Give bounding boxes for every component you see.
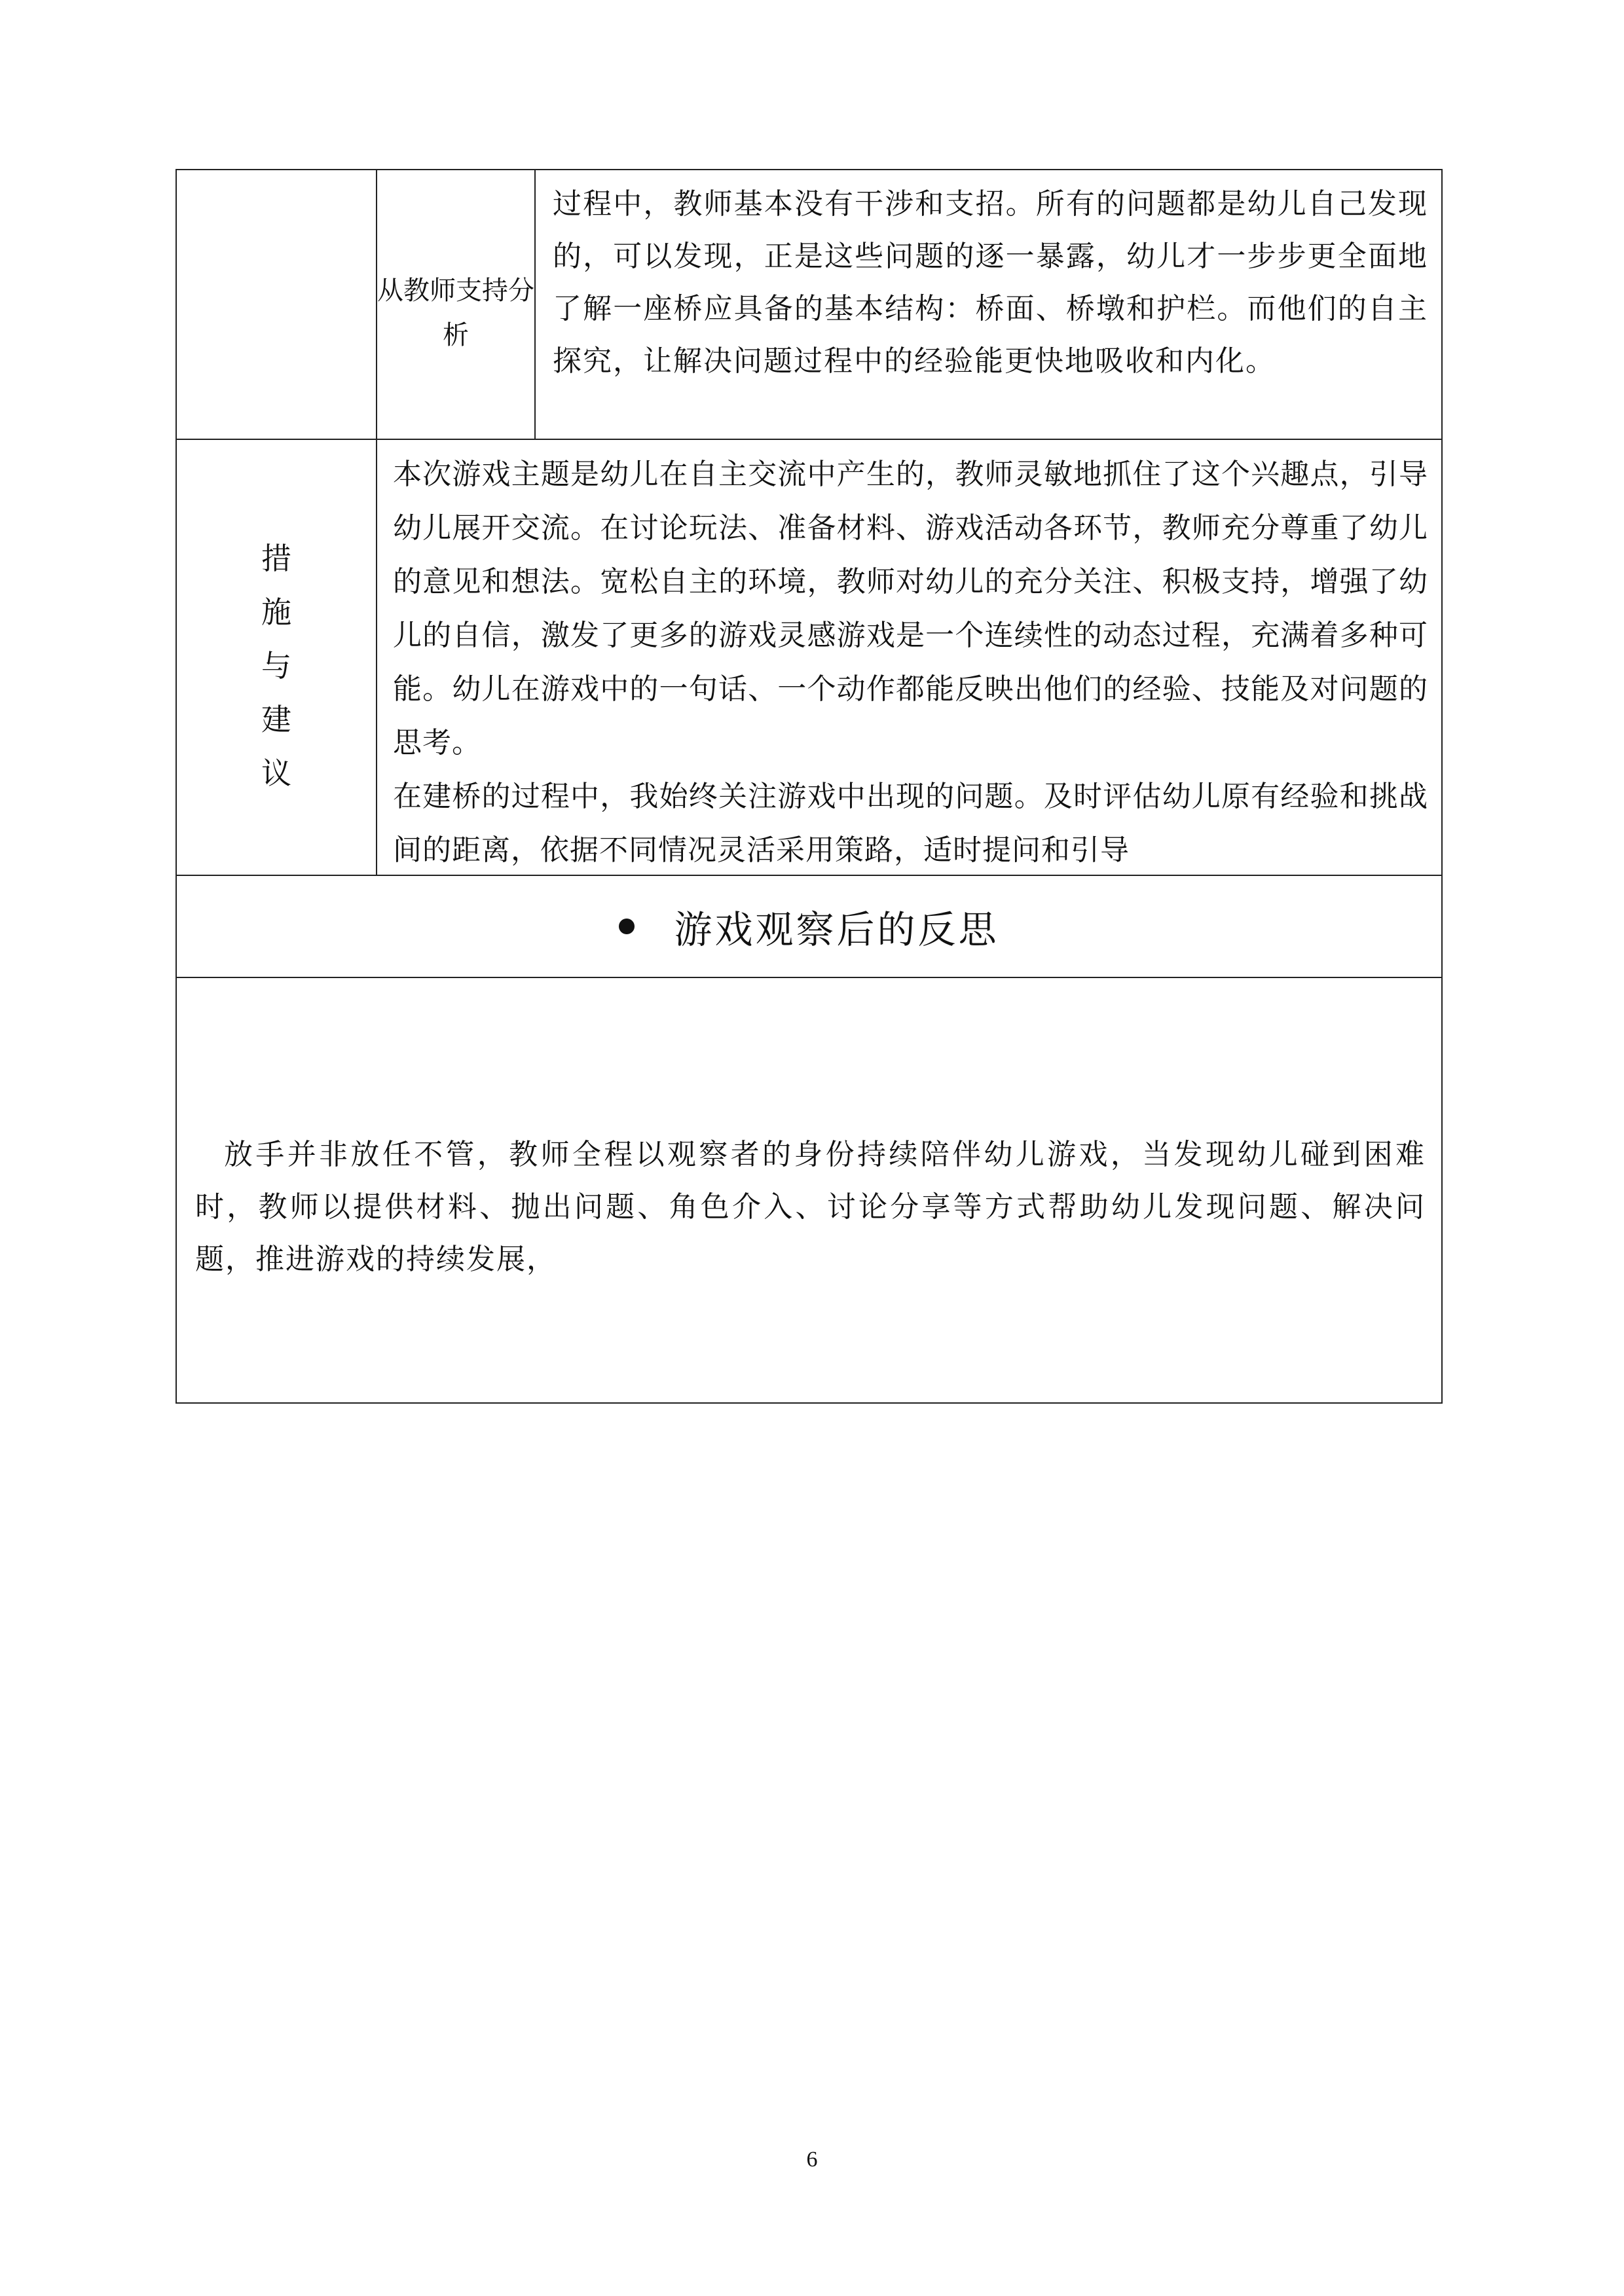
measures-label-char: 建	[261, 702, 291, 737]
teacher-support-text-cell	[536, 170, 1441, 439]
measures-paragraph-1: 本次游戏主题是幼儿在自主交流中产生的，教师灵敏地抓住了这个兴趣点，引导幼儿展开交流。在讨论玩法、准备材料、游戏活动各环节，教师充分尊重了幼儿的意见和想法。宽松自主的环境，教师对幼儿的充分关注、积极支持，增强了幼儿的自信，激发了更多的游戏灵感游戏是一个连续性的动态过程，充满着多种可能。幼儿在游戏中的一句话、一个动作都能反映出他们的经验、技能及对问题的思考。	[393, 458, 1428, 759]
empty-category-cell	[177, 170, 377, 439]
measures-text-cell	[377, 440, 1441, 875]
observation-table	[175, 169, 1443, 1404]
measures-label	[177, 532, 376, 800]
teacher-support-label: 从教师支持分析	[377, 276, 534, 350]
teacher-support-label-cell	[377, 170, 536, 439]
teacher-support-row	[177, 170, 1441, 440]
reflection-body-row	[177, 978, 1441, 1402]
teacher-support-text: 过程中，教师基本没有干涉和支招。所有的问题都是幼儿自己发现的，可以发现，正是这些问题的逐一暴露，幼儿才一步步更全面地了解一座桥应具备的基本结构：桥面、桥墩和护栏。而他们的自主探究，让解决问题过程中的经验能更快地吸收和内化。	[553, 187, 1428, 378]
measures-label-cell	[177, 440, 377, 875]
measures-row	[177, 440, 1441, 876]
measures-label-char: 措	[261, 541, 291, 576]
measures-label-char: 施	[261, 594, 291, 630]
reflection-text: 放手并非放任不管，教师全程以观察者的身份持续陪伴幼儿游戏，当发现幼儿碰到困难时，教师以提供材料、抛出问题、角色介入、讨论分享等方式帮助幼儿发现问题、解决问题，推进游戏的持续发展，	[195, 1138, 1426, 1276]
reflection-heading-row	[177, 876, 1441, 978]
page-number: 6	[806, 2147, 818, 2172]
bullet-icon	[619, 919, 635, 934]
reflection-heading	[177, 876, 1441, 977]
measures-label-char: 与	[261, 648, 291, 683]
reflection-heading-text: 游戏观察后的反思	[674, 907, 999, 952]
measures-label-char: 议	[261, 756, 291, 791]
measures-paragraph-2: 在建桥的过程中，我始终关注游戏中出现的问题。及时评估幼儿原有经验和挑战间的距离，依据不同情况灵活采用策路，适时提问和引导	[393, 780, 1428, 867]
